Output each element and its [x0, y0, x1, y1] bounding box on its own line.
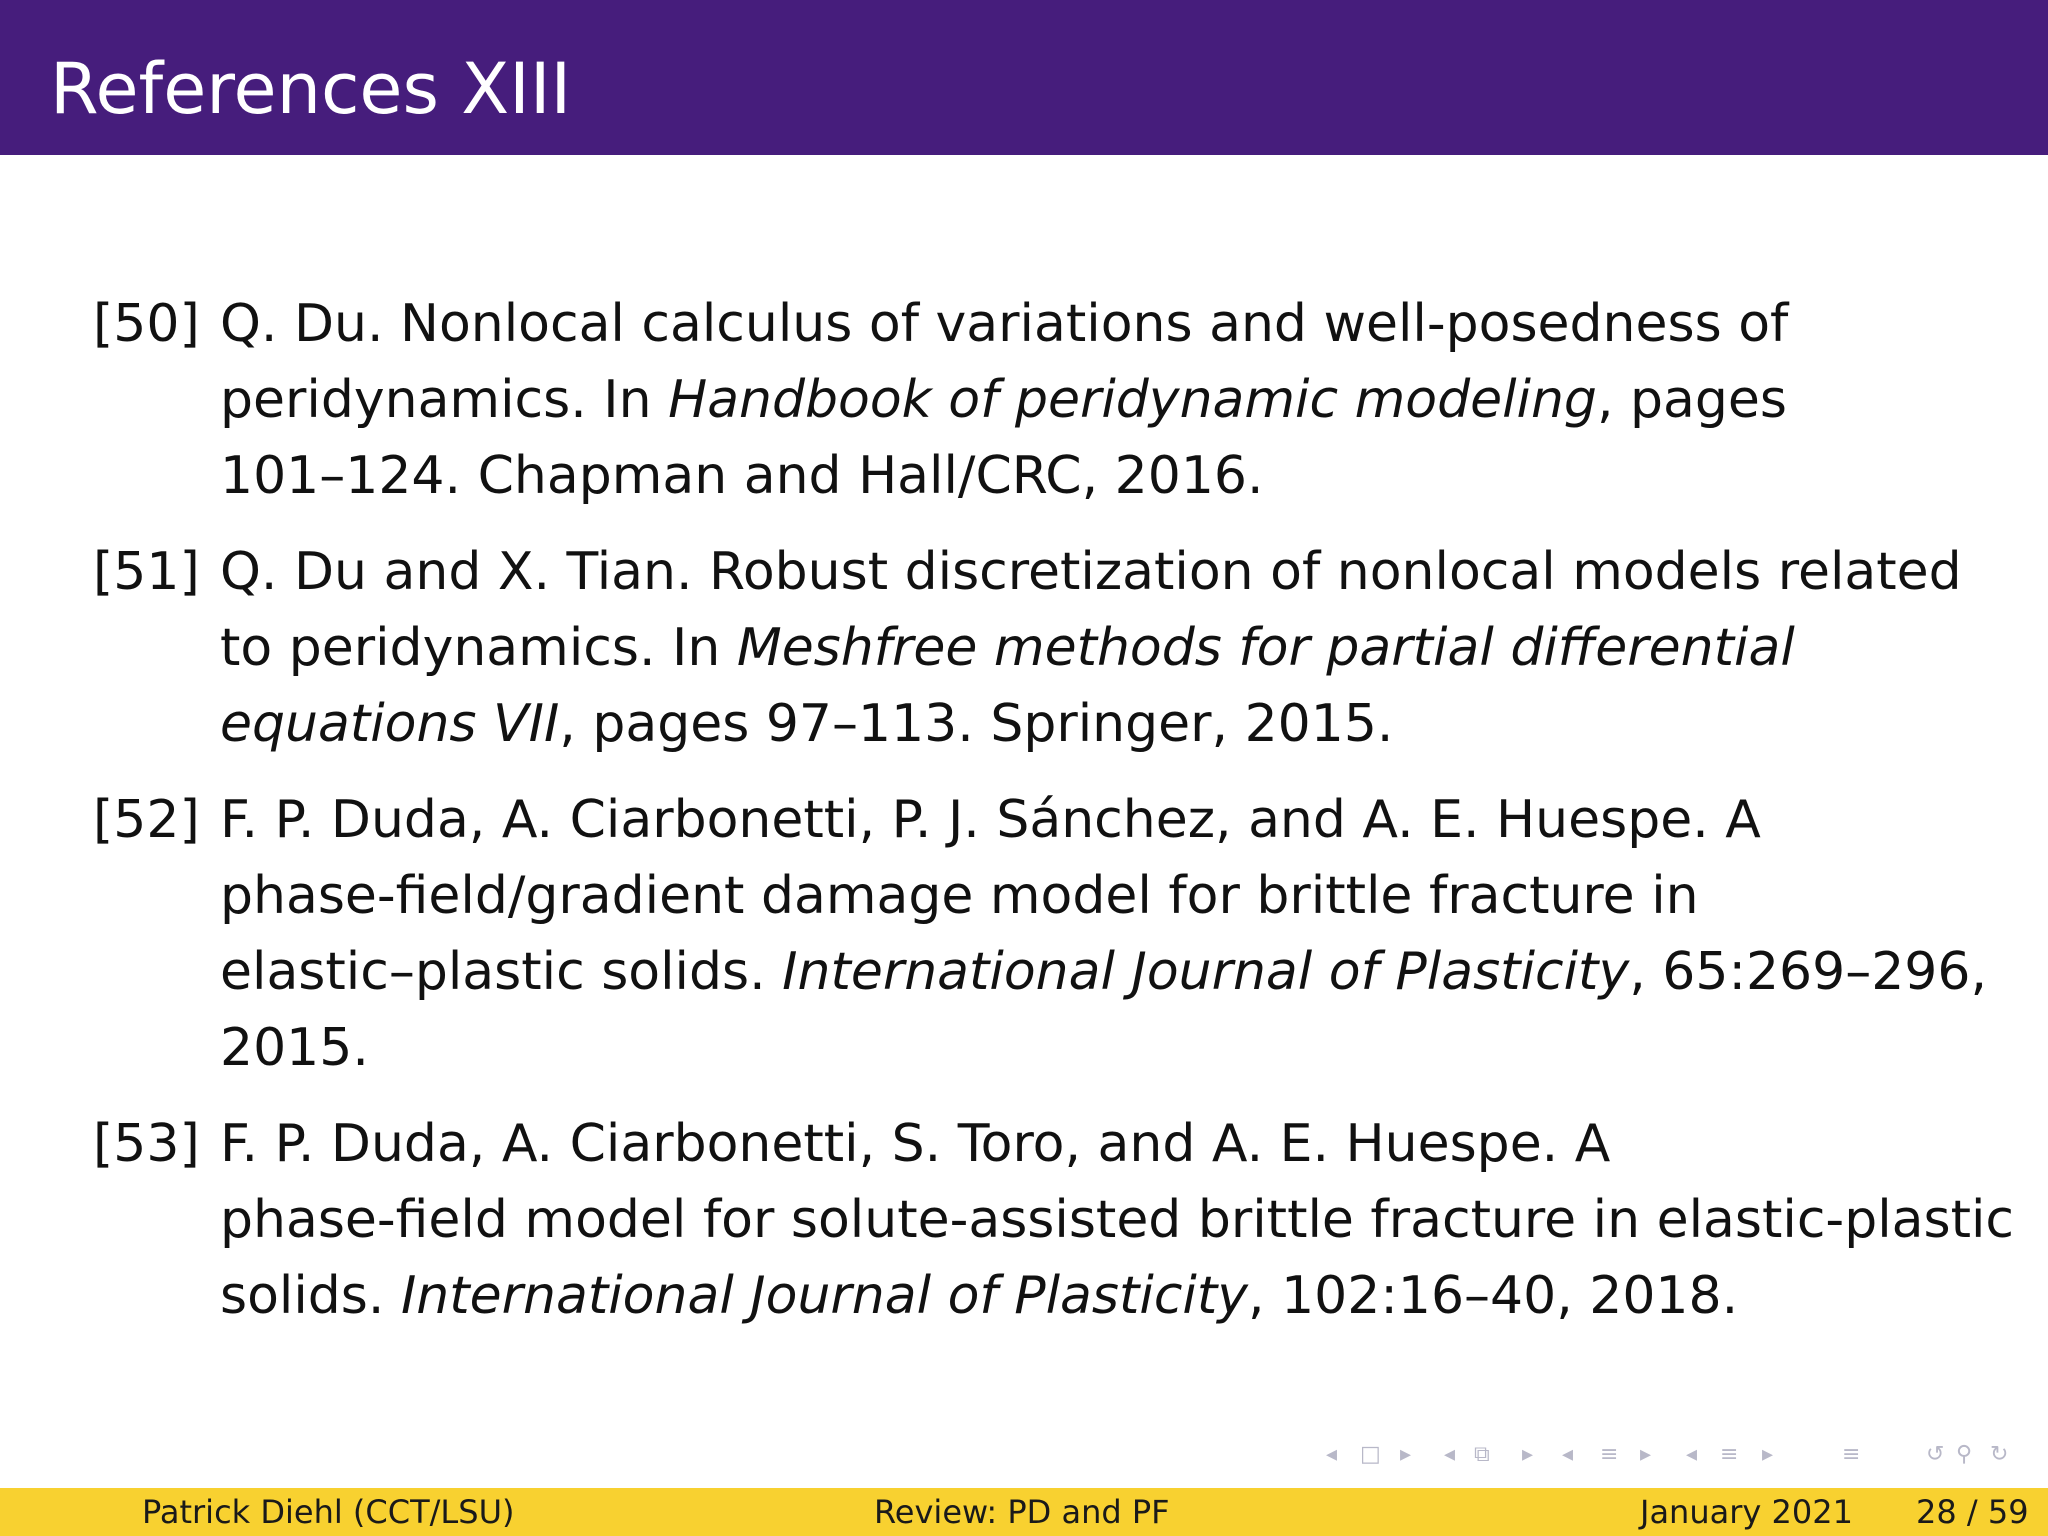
reference-label: [52]: [93, 790, 200, 850]
nav-doc-icon[interactable]: ≡: [1720, 1442, 1739, 1467]
reference-line: [220, 782, 2010, 858]
page-title: References XIII: [50, 48, 572, 130]
reference-text: [220, 782, 2010, 1086]
reference-line: [220, 534, 2010, 610]
reference-text-run: F. P. Duda, A. Ciarbonetti, S. Toro, and A. E. Huespe. A: [220, 1114, 1611, 1174]
reference-line: [220, 438, 2010, 514]
nav-redo-icon[interactable]: ↻: [1990, 1442, 2009, 1467]
reference-italic-text: equations VII: [220, 694, 560, 754]
reference-text-run: F. P. Duda, A. Ciarbonetti, P. J. Sánchez, and A. E. Huespe. A: [220, 790, 1761, 850]
reference-label: [53]: [93, 1114, 200, 1174]
reference-text-run: phase-field model for solute-assisted brittle fracture in elastic-plastic: [220, 1190, 2015, 1250]
reference-italic-text: International Journal of Plasticity: [782, 942, 1630, 1002]
reference-text-run: to peridynamics. In: [220, 618, 737, 678]
reference-text-run: Q. Du and X. Tian. Robust discretization of nonlocal models related: [220, 542, 1962, 602]
nav-subsection-back-icon[interactable]: ◂: [1444, 1442, 1456, 1467]
footer-bar: [0, 1488, 2048, 1536]
reference-text-run: Q. Du. Nonlocal calculus of variations and well-posedness of: [220, 294, 1789, 354]
reference-label: [50]: [93, 294, 200, 354]
footer-author: Patrick Diehl (CCT/LSU): [142, 1493, 515, 1531]
reference-text-run: elastic–plastic solids.: [220, 942, 783, 1002]
nav-undo-icon[interactable]: ↺: [1926, 1442, 1945, 1467]
reference-label: [51]: [93, 542, 200, 602]
nav-subsection-icon[interactable]: ⧉: [1474, 1442, 1490, 1467]
reference-italic-text: Handbook of peridynamic modeling: [668, 370, 1597, 430]
reference-text-run: 2015.: [220, 1018, 369, 1078]
nav-doc-forward-icon[interactable]: ▸: [1762, 1442, 1774, 1467]
reference-text: [220, 286, 2010, 514]
nav-frame-icon[interactable]: □: [1360, 1442, 1381, 1467]
reference-italic-text: Meshfree methods for partial differential: [736, 618, 1795, 678]
reference-line: [220, 286, 2010, 362]
reference-text-run: , pages 97–113. Springer, 2015.: [559, 694, 1394, 754]
nav-frame-forward-icon[interactable]: ▸: [1400, 1442, 1412, 1467]
reference-text-run: phase-field/gradient damage model for brittle fracture in: [220, 866, 1699, 926]
reference-line: [220, 1182, 2015, 1258]
nav-appendix-icon[interactable]: ≡: [1842, 1442, 1861, 1467]
reference-text-run: , 65:269–296,: [1629, 942, 1987, 1002]
reference-text-run: 101–124. Chapman and Hall/CRC, 2016.: [220, 446, 1264, 506]
footer-page-number: 28 / 59: [1916, 1493, 2029, 1531]
reference-line: [220, 858, 2010, 934]
reference-text: [220, 1106, 2015, 1334]
nav-subsection-forward-icon[interactable]: ▸: [1522, 1442, 1534, 1467]
nav-doc-back-icon[interactable]: ◂: [1686, 1442, 1698, 1467]
reference-text-run: , pages: [1596, 370, 1787, 430]
reference-text-run: peridynamics. In: [220, 370, 669, 430]
nav-section-icon[interactable]: ≡: [1600, 1442, 1619, 1467]
nav-frame-back-icon[interactable]: ◂: [1326, 1442, 1338, 1467]
nav-section-back-icon[interactable]: ◂: [1562, 1442, 1574, 1467]
reference-text-run: solids.: [220, 1266, 401, 1326]
reference-line: [220, 1010, 2010, 1086]
reference-line: [220, 362, 2010, 438]
reference-line: [220, 1258, 2010, 1334]
reference-italic-text: International Journal of Plasticity: [400, 1266, 1249, 1326]
reference-line: [220, 1106, 2010, 1182]
reference-line: [220, 610, 2010, 686]
footer-date: January 2021: [1640, 1493, 1853, 1531]
nav-search-icon[interactable]: ⚲: [1956, 1442, 1973, 1467]
reference-text: [220, 534, 2010, 762]
nav-section-forward-icon[interactable]: ▸: [1640, 1442, 1652, 1467]
reference-line: [220, 686, 2010, 762]
reference-line: [220, 934, 2010, 1010]
reference-text-run: , 102:16–40, 2018.: [1248, 1266, 1739, 1326]
footer-title: Review: PD and PF: [874, 1493, 1170, 1531]
